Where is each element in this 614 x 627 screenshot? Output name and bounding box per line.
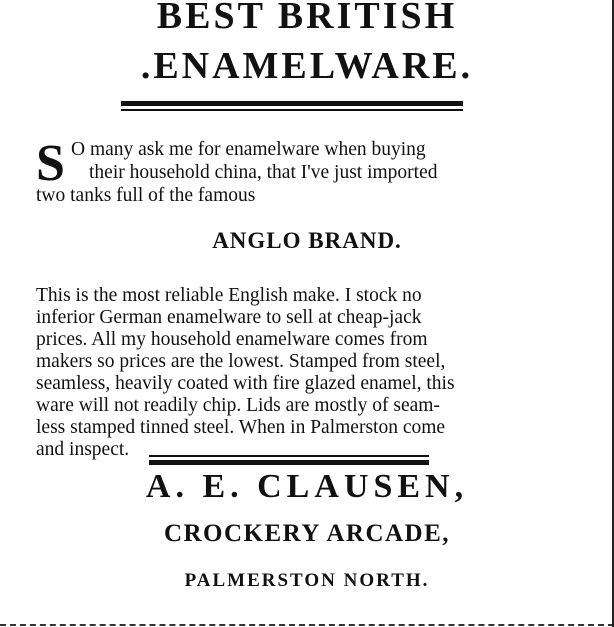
business-name: CROCKERY ARCADE, [163, 520, 451, 547]
drop-cap: S [36, 135, 65, 192]
paragraph-line-7: less stamped tinned steel. When in Palmerston come [36, 417, 446, 438]
bottom-border [0, 624, 614, 626]
brand-heading: ANGLO BRAND. [212, 228, 402, 253]
town-name: PALMERSTON NORTH. [184, 570, 430, 591]
paragraph-line-8: and inspect. [36, 439, 130, 460]
headline-line-1: BEST BRITISH [156, 0, 458, 37]
paragraph-line-1: This is the most reliable English make. I stock no [36, 285, 422, 306]
intro-line-3: two tanks full of the famous [36, 185, 256, 206]
intro-line-2: their household china, that I've just imported [89, 162, 438, 183]
headline-rule [121, 101, 463, 106]
headline-line-2: .ENAMELWARE. [140, 45, 474, 87]
paragraph-line-5: seamless, heavily coated with fire glazed enamel, this [36, 373, 455, 394]
paragraph-line-2: inferior German enamelware to sell at cheap-jack [36, 307, 422, 328]
signature-rule [149, 460, 429, 465]
paragraph-line-6: ware will not readily chip. Lids are mostly of seam- [36, 395, 440, 416]
firm-name: A. E. CLAUSEN, [145, 468, 469, 505]
signature-rule-thin [149, 455, 429, 457]
paragraph-line-4: makers so prices are the lowest. Stamped from steel, [36, 351, 446, 372]
intro-line-1: O many ask me for enamelware when buying [71, 139, 426, 160]
paragraph-line-3: prices. All my household enamelware comes from [36, 329, 428, 350]
headline-rule-thin [121, 109, 463, 111]
